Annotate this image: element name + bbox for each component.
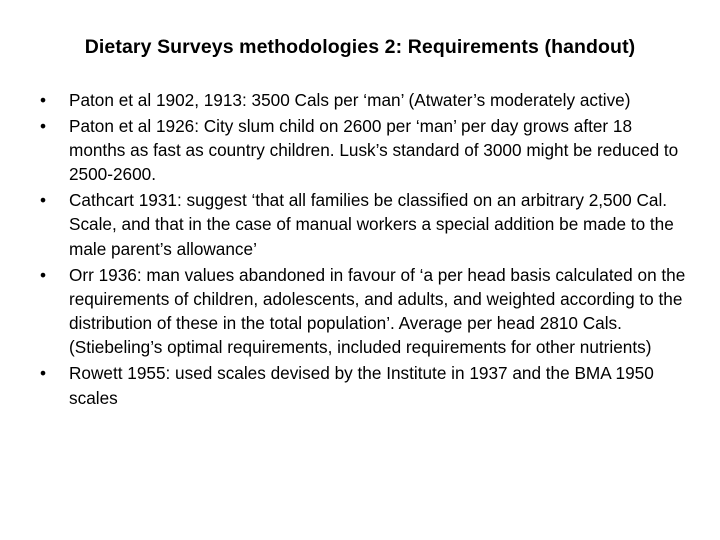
bullet-text: Paton et al 1902, 1913: 3500 Cals per ‘man’ (Atwater’s moderately active) <box>69 90 631 110</box>
bullet-icon: • <box>40 190 47 211</box>
bullet-item <box>40 88 690 112</box>
bullet-text: Cathcart 1931: suggest ‘that all families be classified on an arbitrary 2,500 Cal. Scale, and that in the case of manual workers a special addition be made to the male parent’s allowance’ <box>69 190 674 259</box>
slide-title: Dietary Surveys methodologies 2: Requirements (handout) <box>84 36 636 58</box>
bullet-icon: • <box>40 115 47 136</box>
bullet-text: Orr 1936: man values abandoned in favour of ‘a per head basis calculated on the requirements of children, adolescents, and adults, and weighted according to the distribution of these in the total population’. Average per head 2810 Cals. (Stiebeling’s optimal requirements, included requirements for other nutrients) <box>69 264 686 358</box>
bullet-text: Rowett 1955: used scales devised by the Institute in 1937 and the BMA 1950 scales <box>69 363 654 408</box>
bullet-item <box>40 114 690 187</box>
bullet-icon: • <box>40 90 47 110</box>
bullet-list <box>40 88 690 411</box>
bullet-item <box>40 263 690 360</box>
bullet-icon: • <box>40 264 47 285</box>
bullet-item <box>40 361 690 410</box>
bullet-text: Paton et al 1926: City slum child on 2600 per ‘man’ per day grows after 18 months as fast as country children. Lusk’s standard of 3000 might be reduced to 2500-2600. <box>69 115 679 185</box>
bullet-item <box>40 188 690 261</box>
bullet-icon: • <box>40 363 47 384</box>
